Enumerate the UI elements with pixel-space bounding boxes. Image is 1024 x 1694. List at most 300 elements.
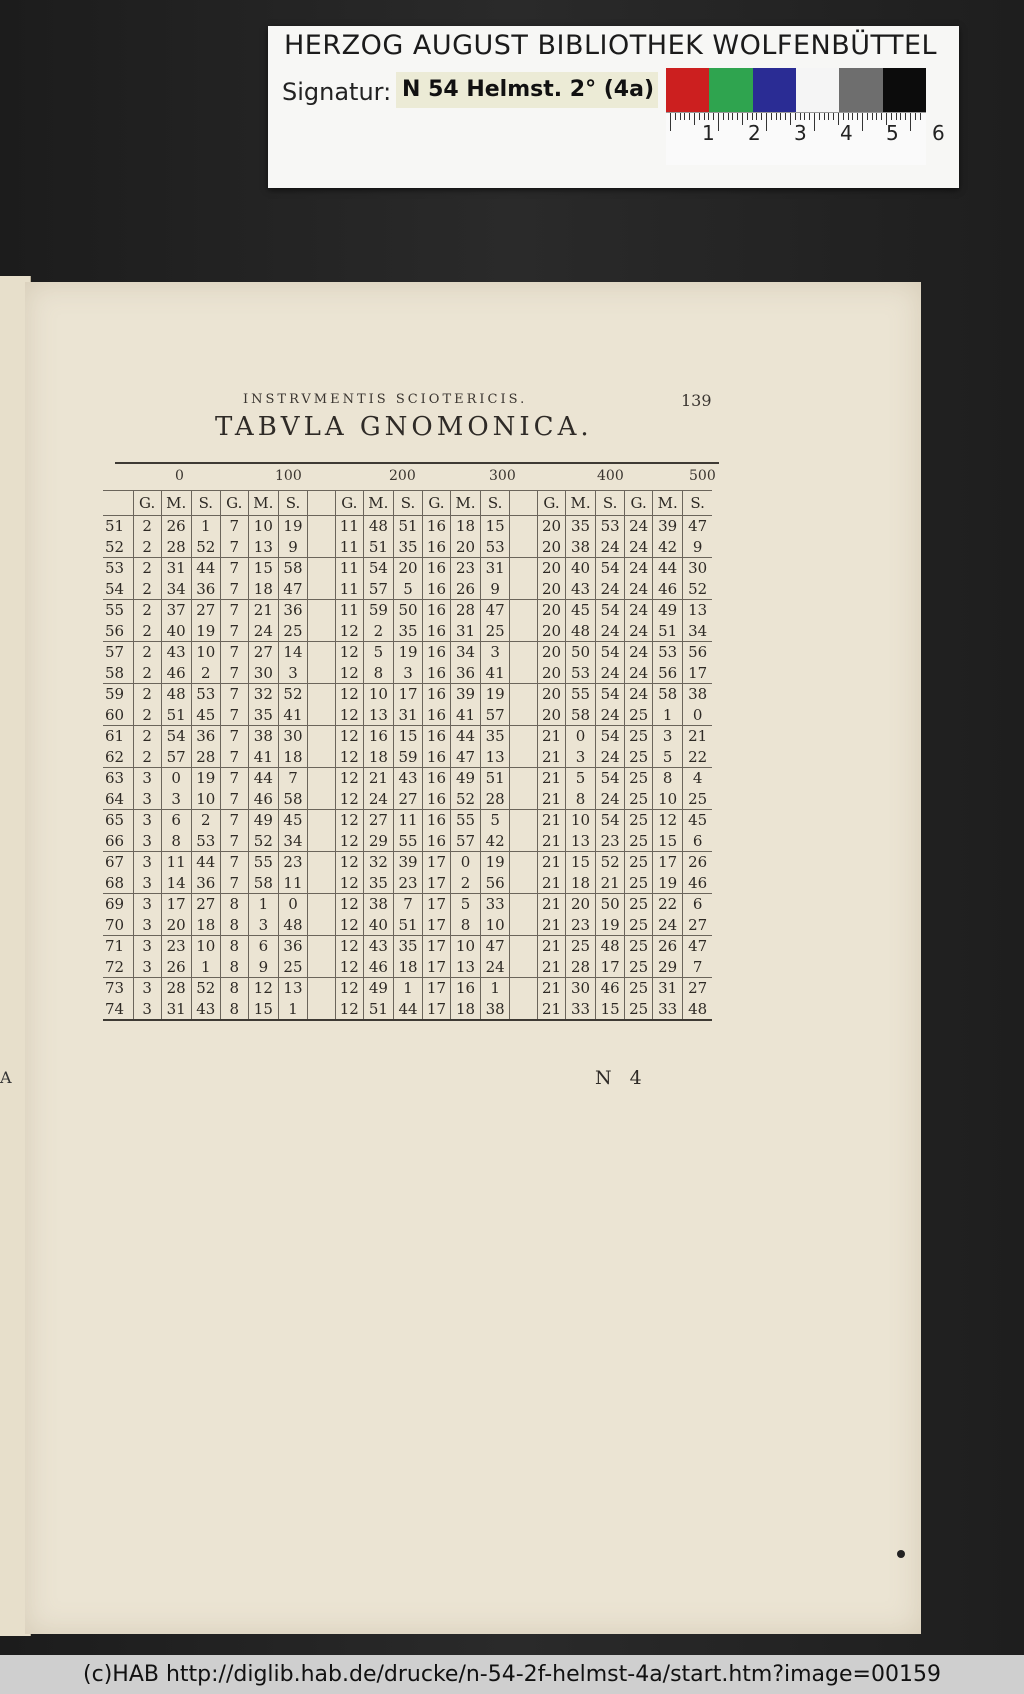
- value-cell: 54: [596, 726, 625, 747]
- value-cell: 53: [191, 831, 220, 852]
- value-cell: 15: [653, 831, 683, 852]
- value-cell: 2: [133, 558, 161, 579]
- signature-label: Signatur:: [282, 78, 392, 106]
- value-cell: 7: [220, 726, 248, 747]
- value-cell: 51: [363, 537, 393, 558]
- value-cell: 12: [335, 747, 363, 768]
- value-cell: 12: [335, 684, 363, 705]
- value-cell: 17: [423, 957, 451, 978]
- value-cell: 12: [653, 810, 683, 831]
- unit-header: S.: [683, 491, 712, 516]
- gap-cell: [510, 537, 538, 558]
- value-cell: 27: [393, 789, 422, 810]
- ruler-tick: [905, 113, 906, 120]
- value-cell: 41: [481, 663, 510, 684]
- value-cell: 31: [481, 558, 510, 579]
- value-cell: 12: [335, 957, 363, 978]
- value-cell: 7: [220, 621, 248, 642]
- degree-cell: 58: [103, 663, 133, 684]
- value-cell: 16: [423, 831, 451, 852]
- gap-column: [307, 491, 335, 516]
- ruler-tick: [694, 113, 695, 125]
- degree-cell: 62: [103, 747, 133, 768]
- ruler-tick: [891, 113, 892, 120]
- unit-header: G.: [423, 491, 451, 516]
- ruler-tick: [752, 113, 753, 120]
- value-cell: 5: [565, 768, 595, 789]
- gap-cell: [307, 537, 335, 558]
- value-cell: 17: [683, 663, 712, 684]
- value-cell: 24: [596, 579, 625, 600]
- value-cell: 12: [335, 999, 363, 1021]
- ruler-number: 3: [794, 121, 807, 145]
- value-cell: 53: [481, 537, 510, 558]
- value-cell: 3: [565, 747, 595, 768]
- value-cell: 19: [393, 642, 422, 663]
- ruler-number: 6: [932, 121, 945, 145]
- value-cell: 25: [278, 957, 307, 978]
- value-cell: 54: [596, 768, 625, 789]
- value-cell: 17: [423, 852, 451, 873]
- value-cell: 26: [683, 852, 712, 873]
- value-cell: 2: [133, 642, 161, 663]
- value-cell: 16: [423, 579, 451, 600]
- table-row: [103, 537, 712, 558]
- gap-cell: [307, 663, 335, 684]
- value-cell: 39: [653, 516, 683, 537]
- ruler-number: 1: [702, 121, 715, 145]
- value-cell: 16: [423, 663, 451, 684]
- table-row: [103, 999, 712, 1021]
- gap-cell: [510, 663, 538, 684]
- value-cell: 1: [191, 957, 220, 978]
- gap-cell: [510, 705, 538, 726]
- value-cell: 24: [625, 663, 653, 684]
- value-cell: 8: [450, 915, 480, 936]
- value-cell: 7: [220, 852, 248, 873]
- value-cell: 25: [625, 789, 653, 810]
- page-number: 139: [681, 391, 712, 410]
- value-cell: 18: [248, 579, 278, 600]
- value-cell: 7: [683, 957, 712, 978]
- value-cell: 12: [335, 726, 363, 747]
- value-cell: 7: [220, 558, 248, 579]
- value-cell: 10: [248, 516, 278, 537]
- value-cell: 15: [596, 999, 625, 1021]
- value-cell: 39: [450, 684, 480, 705]
- value-cell: 23: [450, 558, 480, 579]
- value-cell: 28: [161, 537, 191, 558]
- value-cell: 8: [161, 831, 191, 852]
- gap-cell: [510, 789, 538, 810]
- unit-header: M.: [248, 491, 278, 516]
- value-cell: 24: [596, 705, 625, 726]
- value-cell: 20: [538, 558, 566, 579]
- value-cell: 26: [653, 936, 683, 957]
- value-cell: 53: [596, 516, 625, 537]
- ruler-tick: [747, 113, 748, 120]
- value-cell: 1: [653, 705, 683, 726]
- degree-cell: 59: [105, 685, 125, 704]
- value-cell: 25: [683, 789, 712, 810]
- degree-cell: 65: [105, 811, 125, 830]
- value-cell: 16: [423, 537, 451, 558]
- value-cell: 46: [363, 957, 393, 978]
- gap-cell: [510, 516, 538, 537]
- value-cell: 27: [191, 894, 220, 915]
- color-calibration-chart: [666, 68, 926, 112]
- value-cell: 3: [133, 789, 161, 810]
- value-cell: 58: [248, 873, 278, 894]
- ruler-tick: [776, 113, 777, 120]
- value-cell: 45: [565, 600, 595, 621]
- value-cell: 6: [248, 936, 278, 957]
- value-cell: 57: [161, 747, 191, 768]
- table-body: [103, 490, 712, 1021]
- value-cell: 12: [335, 621, 363, 642]
- value-cell: 16: [423, 600, 451, 621]
- value-cell: 55: [248, 852, 278, 873]
- unit-header: G.: [335, 491, 363, 516]
- value-cell: 25: [278, 621, 307, 642]
- table-row: [103, 873, 712, 894]
- value-cell: 10: [191, 936, 220, 957]
- value-cell: 17: [653, 852, 683, 873]
- value-cell: 7: [220, 579, 248, 600]
- unit-header: M.: [161, 491, 191, 516]
- signature-mark: N 4: [595, 1067, 648, 1089]
- value-cell: 20: [538, 642, 566, 663]
- value-cell: 2: [133, 663, 161, 684]
- ruler-tick: [920, 113, 921, 120]
- value-cell: 21: [538, 873, 566, 894]
- value-cell: 23: [278, 852, 307, 873]
- value-cell: 2: [450, 873, 480, 894]
- gap-cell: [510, 579, 538, 600]
- ruler-tick: [804, 113, 805, 120]
- value-cell: 12: [335, 873, 363, 894]
- value-cell: 17: [423, 873, 451, 894]
- value-cell: 11: [335, 516, 363, 537]
- ruler-tick: [761, 113, 762, 120]
- value-cell: 35: [393, 936, 422, 957]
- value-cell: 44: [450, 726, 480, 747]
- value-cell: 33: [481, 894, 510, 915]
- gap-cell: [307, 852, 335, 873]
- gap-cell: [307, 621, 335, 642]
- value-cell: 10: [653, 789, 683, 810]
- gap-cell: [510, 600, 538, 621]
- degree-cell: 61: [105, 727, 125, 746]
- unit-header: S.: [278, 491, 307, 516]
- value-cell: 47: [278, 579, 307, 600]
- table-row: [103, 642, 712, 663]
- value-cell: 25: [625, 831, 653, 852]
- value-cell: 44: [393, 999, 422, 1021]
- value-cell: 5: [481, 810, 510, 831]
- value-cell: 54: [363, 558, 393, 579]
- degree-cell: 70: [103, 915, 133, 936]
- value-cell: 25: [625, 747, 653, 768]
- value-cell: 43: [565, 579, 595, 600]
- gap-cell: [307, 558, 335, 579]
- degree-cell: 63: [105, 769, 125, 788]
- value-cell: 16: [423, 642, 451, 663]
- value-cell: 16: [423, 789, 451, 810]
- value-cell: 25: [625, 894, 653, 915]
- value-cell: 19: [596, 915, 625, 936]
- value-cell: 0: [683, 705, 712, 726]
- value-cell: 21: [538, 768, 566, 789]
- ruler-tick: [848, 113, 849, 120]
- value-cell: 48: [278, 915, 307, 936]
- value-cell: 9: [248, 957, 278, 978]
- table-row: [103, 768, 712, 789]
- value-cell: 16: [423, 558, 451, 579]
- value-cell: 20: [538, 663, 566, 684]
- degree-cell: 64: [103, 789, 133, 810]
- ruler-tick: [785, 113, 786, 120]
- table-row: [103, 684, 712, 705]
- value-cell: 57: [481, 705, 510, 726]
- column-group-label: 100: [275, 468, 302, 484]
- value-cell: 2: [133, 705, 161, 726]
- value-cell: 47: [683, 516, 712, 537]
- value-cell: 2: [133, 684, 161, 705]
- value-cell: 21: [538, 915, 566, 936]
- ruler-tick: [670, 113, 671, 131]
- value-cell: 36: [278, 936, 307, 957]
- value-cell: 27: [683, 978, 712, 999]
- value-cell: 55: [565, 684, 595, 705]
- value-cell: 40: [565, 558, 595, 579]
- value-cell: 43: [363, 936, 393, 957]
- value-cell: 51: [363, 999, 393, 1021]
- ruler-tick: [824, 113, 825, 120]
- value-cell: 35: [565, 516, 595, 537]
- value-cell: 5: [653, 747, 683, 768]
- value-cell: 21: [538, 999, 566, 1021]
- value-cell: 25: [625, 957, 653, 978]
- value-cell: 13: [363, 705, 393, 726]
- value-cell: 31: [161, 999, 191, 1021]
- gap-column: [510, 491, 538, 516]
- value-cell: 10: [450, 936, 480, 957]
- degree-cell: 56: [103, 621, 133, 642]
- value-cell: 32: [248, 684, 278, 705]
- ruler-tick: [704, 113, 705, 120]
- column-group-label: 300: [489, 468, 516, 484]
- value-cell: 20: [161, 915, 191, 936]
- value-cell: 15: [393, 726, 422, 747]
- value-cell: 30: [683, 558, 712, 579]
- value-cell: 24: [481, 957, 510, 978]
- value-cell: 8: [653, 768, 683, 789]
- ruler-tick: [732, 113, 733, 120]
- value-cell: 2: [191, 810, 220, 831]
- value-cell: 18: [393, 957, 422, 978]
- value-cell: 29: [363, 831, 393, 852]
- value-cell: 37: [161, 600, 191, 621]
- value-cell: 49: [653, 600, 683, 621]
- value-cell: 45: [191, 705, 220, 726]
- gap-cell: [307, 936, 335, 957]
- ink-dot: [897, 1550, 905, 1558]
- library-name: HERZOG AUGUST BIBLIOTHEK WOLFENBÜTTEL: [284, 30, 938, 61]
- running-head: INSTRVMENTIS SCIOTERICIS.: [243, 392, 528, 407]
- value-cell: 17: [423, 936, 451, 957]
- value-cell: 12: [335, 705, 363, 726]
- gap-cell: [510, 957, 538, 978]
- value-cell: 8: [220, 957, 248, 978]
- gap-cell: [510, 831, 538, 852]
- value-cell: 59: [393, 747, 422, 768]
- value-cell: 5: [393, 579, 422, 600]
- value-cell: 20: [538, 621, 566, 642]
- color-swatch: [753, 68, 796, 112]
- value-cell: 52: [683, 579, 712, 600]
- column-group-label: 500: [689, 468, 716, 484]
- value-cell: 6: [683, 831, 712, 852]
- value-cell: 58: [653, 684, 683, 705]
- value-cell: 0: [565, 726, 595, 747]
- value-cell: 34: [161, 579, 191, 600]
- value-cell: 54: [596, 558, 625, 579]
- value-cell: 3: [133, 915, 161, 936]
- value-cell: 0: [450, 852, 480, 873]
- gap-cell: [510, 768, 538, 789]
- value-cell: 17: [423, 915, 451, 936]
- value-cell: 13: [683, 600, 712, 621]
- ruler-tick: [675, 113, 676, 120]
- unit-header: M.: [363, 491, 393, 516]
- column-group-headers: [103, 464, 723, 490]
- value-cell: 46: [248, 789, 278, 810]
- value-cell: 18: [565, 873, 595, 894]
- value-cell: 24: [653, 915, 683, 936]
- degree-cell: 67: [105, 853, 125, 872]
- value-cell: 24: [363, 789, 393, 810]
- value-cell: 7: [220, 747, 248, 768]
- unit-header: S.: [596, 491, 625, 516]
- value-cell: 24: [625, 537, 653, 558]
- value-cell: 25: [625, 726, 653, 747]
- value-cell: 40: [363, 915, 393, 936]
- gap-cell: [307, 768, 335, 789]
- value-cell: 9: [481, 579, 510, 600]
- table-row: [103, 831, 712, 852]
- value-cell: 20: [565, 894, 595, 915]
- value-cell: 9: [683, 537, 712, 558]
- gap-cell: [510, 747, 538, 768]
- value-cell: 1: [278, 999, 307, 1021]
- value-cell: 14: [161, 873, 191, 894]
- table-row: [103, 663, 712, 684]
- gap-cell: [510, 726, 538, 747]
- value-cell: 19: [191, 768, 220, 789]
- value-cell: 17: [161, 894, 191, 915]
- degree-cell: 52: [103, 537, 133, 558]
- ruler-tick: [896, 113, 897, 120]
- table-row: [103, 915, 712, 936]
- ruler-tick: [910, 113, 911, 131]
- value-cell: 21: [538, 894, 566, 915]
- value-cell: 16: [423, 810, 451, 831]
- value-cell: 11: [393, 810, 422, 831]
- value-cell: 3: [133, 768, 161, 789]
- value-cell: 3: [278, 663, 307, 684]
- ruler-tick: [800, 113, 801, 120]
- value-cell: 7: [220, 663, 248, 684]
- value-cell: 42: [481, 831, 510, 852]
- value-cell: 2: [133, 579, 161, 600]
- value-cell: 23: [161, 936, 191, 957]
- value-cell: 16: [423, 768, 451, 789]
- value-cell: 11: [161, 852, 191, 873]
- value-cell: 21: [538, 726, 566, 747]
- value-cell: 10: [481, 915, 510, 936]
- gap-cell: [510, 894, 538, 915]
- value-cell: 21: [363, 768, 393, 789]
- value-cell: 7: [220, 831, 248, 852]
- degree-cell: 60: [103, 705, 133, 726]
- value-cell: 55: [450, 810, 480, 831]
- value-cell: 10: [565, 810, 595, 831]
- value-cell: 54: [596, 810, 625, 831]
- value-cell: 48: [363, 516, 393, 537]
- value-cell: 14: [278, 642, 307, 663]
- value-cell: 20: [393, 558, 422, 579]
- value-cell: 58: [278, 789, 307, 810]
- value-cell: 50: [393, 600, 422, 621]
- table-row: [103, 558, 712, 579]
- value-cell: 10: [363, 684, 393, 705]
- value-cell: 25: [625, 999, 653, 1021]
- value-cell: 52: [191, 537, 220, 558]
- value-cell: 49: [363, 978, 393, 999]
- value-cell: 39: [393, 852, 422, 873]
- ruler-tick: [790, 113, 791, 125]
- value-cell: 16: [423, 621, 451, 642]
- gap-cell: [510, 684, 538, 705]
- value-cell: 8: [220, 894, 248, 915]
- degree-cell: 73: [105, 979, 125, 998]
- value-cell: 7: [220, 537, 248, 558]
- value-cell: 17: [596, 957, 625, 978]
- ruler-tick: [852, 113, 853, 120]
- value-cell: 5: [363, 642, 393, 663]
- ruler-tick: [881, 113, 882, 120]
- value-cell: 44: [653, 558, 683, 579]
- ruler-tick: [680, 113, 681, 120]
- scale-ruler: [666, 112, 945, 165]
- value-cell: 45: [278, 810, 307, 831]
- value-cell: 15: [565, 852, 595, 873]
- value-cell: 59: [363, 600, 393, 621]
- value-cell: 16: [423, 726, 451, 747]
- table-row: [103, 600, 712, 621]
- value-cell: 41: [278, 705, 307, 726]
- value-cell: 31: [161, 558, 191, 579]
- value-cell: 7: [220, 516, 248, 537]
- value-cell: 29: [653, 957, 683, 978]
- degree-cell: 74: [103, 999, 133, 1021]
- value-cell: 24: [625, 579, 653, 600]
- table-row: [103, 747, 712, 768]
- value-cell: 24: [625, 558, 653, 579]
- value-cell: 3: [133, 978, 161, 999]
- value-cell: 48: [596, 936, 625, 957]
